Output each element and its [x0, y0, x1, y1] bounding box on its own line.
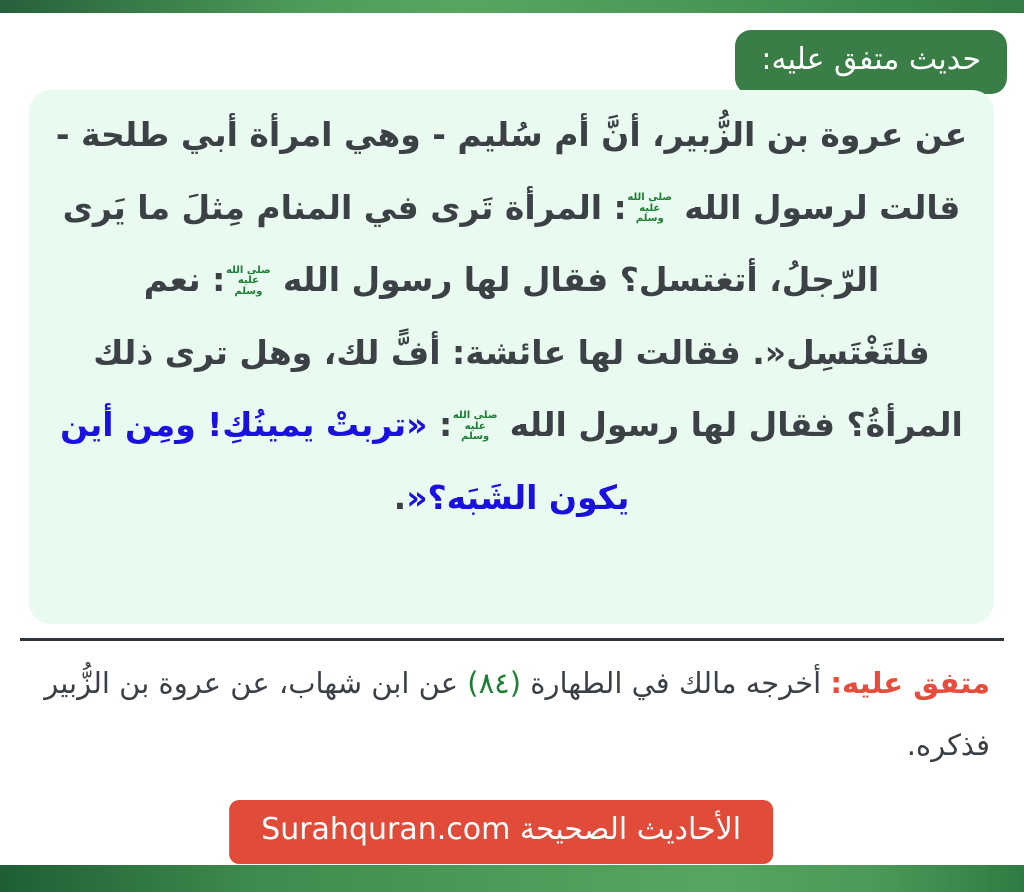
top-border-bar — [0, 0, 1024, 13]
pbuh-mark: صلى الله عليه وسلم — [452, 410, 498, 443]
takhrij-segment: عن ابن شهاب، عن عروة بن الزُّبير فذكره. — [44, 666, 990, 763]
hadith-text — [55, 99, 968, 535]
pbuh-mark: صلى الله عليه وسلم — [226, 264, 271, 297]
grade-label: متفق عليه: — [830, 666, 990, 700]
takhrij-text — [34, 652, 990, 777]
hadith-segment: . — [393, 477, 407, 517]
divider-line — [20, 638, 1004, 641]
site-badge[interactable] — [229, 800, 773, 864]
hadith-number: (٨٤) — [467, 666, 522, 700]
hadith-type-badge — [735, 30, 1007, 94]
hadith-segment: : نعم فلتَغْتَسِل«. فقالت لها عائشة: أفًّ لك، وهل ترى ذلك المرأةُ؟ فقال لها رسول الله — [93, 260, 963, 445]
site-badge-label: الأحاديث الصحيحة Surahquran.com — [261, 812, 742, 847]
hadith-highlight-segment: «تربتْ يمينُكِ! ومِن أين يكون الشَبَه؟« — [60, 405, 630, 517]
takhrij-segment: أخرجه مالك في الطهارة — [521, 666, 831, 700]
hadith-type-label: حديث متفق عليه: — [761, 42, 981, 77]
hadith-segment: عن عروة بن الزُّبير، أنَّ أم سُليم - وهي امرأة أبي طلحة - قالت لرسول الله — [55, 115, 968, 227]
bottom-border-bar — [0, 865, 1024, 892]
pbuh-mark: صلى الله عليه وسلم — [627, 192, 673, 225]
hadith-text-box — [29, 90, 994, 624]
hadith-segment: : — [427, 405, 453, 445]
hadith-segment: : المرأة تَرى في المنام مِثلَ ما يَرى الرّجلُ، أتغتسل؟ فقال لها رسول الله — [62, 187, 880, 300]
